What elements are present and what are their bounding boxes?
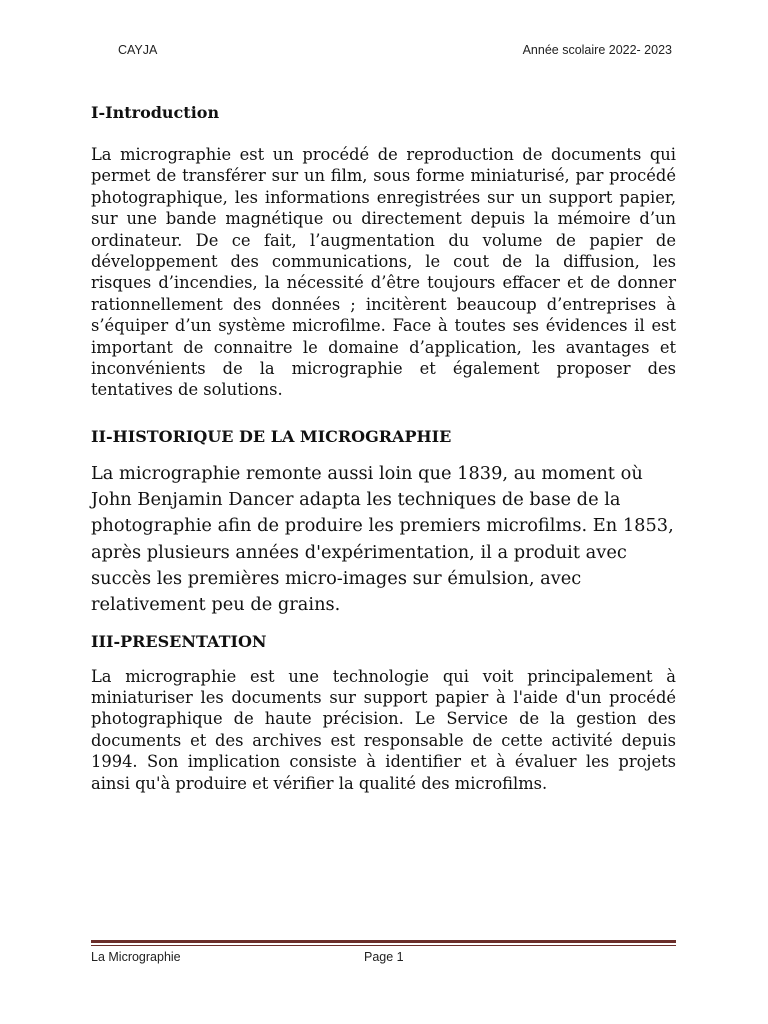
presentation-heading: III-PRESENTATION [91, 631, 267, 651]
history-paragraph: La micrographie remonte aussi loin que 1839, au moment où John Benjamin Dancer adapta les techniques de base de la photographie afin de produire les premiers microfilms. En 1853, après plusieurs années d'expérimentation, il a produit avec succès les premières micro-images sur émulsion, avec relativement peu de grains. [91, 462, 674, 616]
intro-paragraph: La micrographie est un procédé de reproduction de documents qui permet de transférer sur un film, sous forme miniaturisé, par procédé photographique, les informations enregistrées sur un support papier, sur une bande magnétique ou directement depuis la mémoire d’un ordinateur. De ce fait, l’augmentation du volume de papier de développement des communications, le cout de la diffusion, les risques d’incendies, la nécessité d’être toujours effacer et de donner rationnellement des données ; incitèrent beaucoup d’entreprises à s’équiper d’un système microfilme. Face à toutes ses évidences il est important de connaitre le domaine d’application, les avantages et inconvénients de la micrographie et également proposer des tentatives de solutions. [91, 145, 676, 400]
header-right: Année scolaire 2022- 2023 [522, 43, 672, 57]
intro-heading: I-Introduction [91, 103, 220, 122]
footer-rule-thick [91, 940, 676, 943]
history-heading: II-HISTORIQUE DE LA MICROGRAPHIE [91, 426, 452, 446]
footer-rule-thin [91, 945, 676, 946]
presentation-paragraph: La micrographie est une technologie qui voit principalement à miniaturiser les documents sur support papier à l'aide d'un procédé photographique de haute précision. Le Service de la gestion des documents et des archives est responsable de cette activité depuis 1994. Son implication consiste à identifier et à évaluer les projets ainsi qu'à produire et vérifier la qualité des microfilms. [91, 666, 676, 793]
footer-title: La Micrographie [91, 950, 181, 964]
header-left: CAYJA [118, 43, 158, 57]
document-body [91, 102, 676, 794]
page-number: Page 1 [364, 950, 404, 964]
footer-rule [91, 940, 676, 948]
